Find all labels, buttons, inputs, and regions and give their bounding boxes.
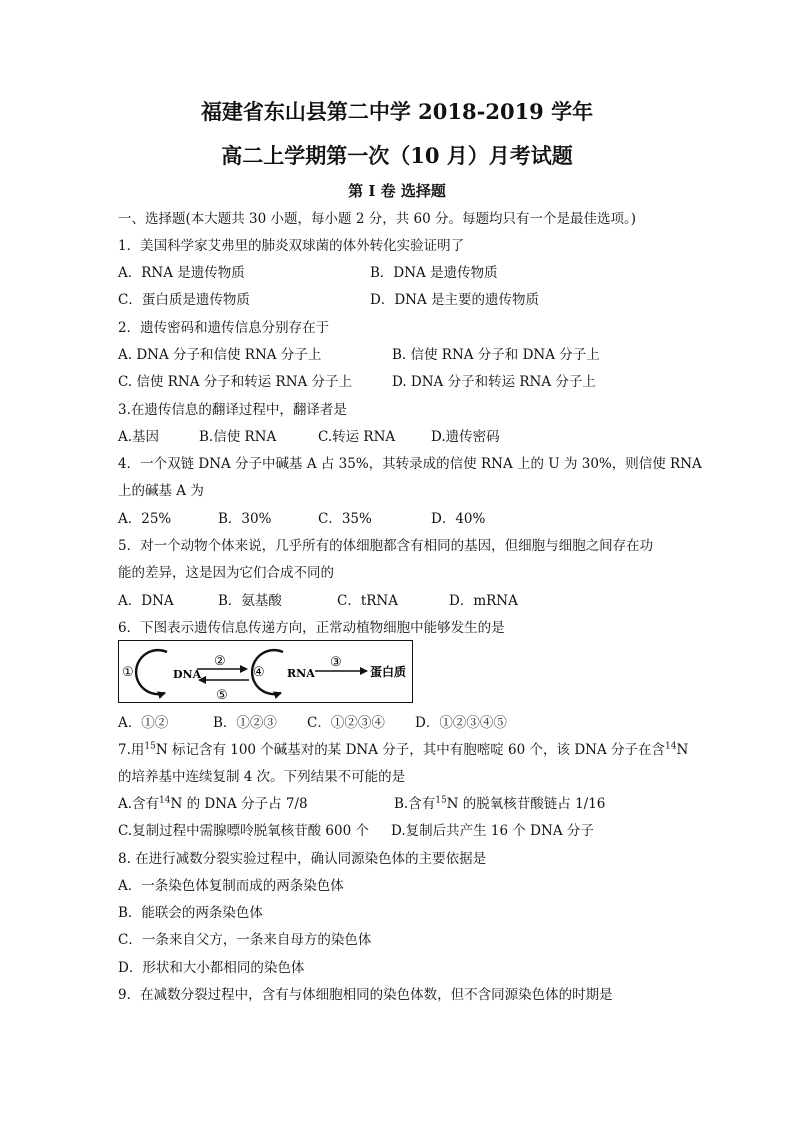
q2-stem: 2．遗传密码和遗传信息分别存在于 (118, 320, 330, 336)
q6-option-d: D．①②③④⑤ (415, 715, 507, 731)
q5-option-d: D．mRNA (449, 593, 518, 609)
q1-stem: 1．美国科学家艾弗里的肺炎双球菌的体外转化实验证明了 (118, 238, 465, 254)
q7-superscript-15: 15 (144, 741, 156, 752)
q8-option-d: D．形状和大小都相同的染色体 (118, 960, 305, 976)
q6-option-a: A．①② (118, 715, 169, 731)
q7-option-d: D.复制后共产生 16 个 DNA 分子 (391, 823, 594, 839)
exam-title-line2: 高二上学期第一次（10 月）月考试题 (221, 143, 573, 168)
q4-stem-line2: 上的碱基 A 为 (118, 483, 204, 499)
section-intro: 一、选择题(本大题共 30 小题，每小题 2 分，共 60 分。每题均只有一个是最佳选项。) (118, 211, 636, 227)
q7-a-superscript: 14 (159, 795, 171, 806)
central-dogma-svg (119, 641, 414, 704)
q7-option-c: C.复制过程中需腺嘌呤脱氧核苷酸 600 个 (118, 823, 369, 839)
q7-a-text: N 的 DNA 分子占 7/8 (170, 796, 308, 812)
q4-option-c: C．35% (318, 511, 372, 527)
q6-option-c: C．①②③④ (307, 715, 385, 731)
q2-option-b: B. 信使 RNA 分子和 DNA 分子上 (392, 347, 600, 363)
q6-stem: 6．下图表示遗传信息传递方向，正常动植物细胞中能够发生的是 (118, 620, 505, 636)
q7-superscript-14: 14 (665, 741, 677, 752)
q1-option-a: A．RNA 是遗传物质 (118, 265, 245, 281)
q7-option-b (394, 792, 605, 812)
q3-option-c: C.转运 RNA (318, 429, 396, 445)
q3-option-b: B.信使 RNA (199, 429, 277, 445)
q7-stem-middle: N 标记含有 100 个碱基对的某 DNA 分子，其中有胞嘧啶 60 个，该 DNA 分子在含 (155, 742, 665, 758)
label-1: ① (122, 665, 134, 680)
q5-option-c: C．tRNA (337, 593, 398, 609)
q4-option-d: D．40% (431, 511, 486, 527)
label-4: ④ (253, 665, 265, 680)
q1-option-d: D．DNA 是主要的遗传物质 (370, 292, 540, 308)
label-protein: 蛋白质 (370, 665, 407, 679)
q2-option-d: D. DNA 分子和转运 RNA 分子上 (392, 374, 596, 390)
q4-option-a: A．25% (118, 511, 172, 527)
q5-option-b: B．氨基酸 (218, 593, 282, 609)
q8-option-a: A．一条染色体复制而成的两条染色体 (118, 878, 344, 894)
q2-option-a: A. DNA 分子和信使 RNA 分子上 (118, 347, 322, 363)
exam-title-line1: 福建省东山县第二中学 2018-2019 学年 (200, 99, 594, 124)
q1-option-c: C．蛋白质是遗传物质 (118, 292, 250, 308)
q7-stem-end: N (676, 742, 689, 758)
q6-option-b: B．①②③ (213, 715, 277, 731)
q7-a-prefix: A.含有 (118, 796, 160, 812)
q5-stem-line1: 5．对一个动物个体来说，几乎所有的体细胞都含有相同的基因，但细胞与细胞之间存在功 (118, 538, 654, 554)
q7-stem-prefix: 7.用 (118, 742, 145, 758)
q4-option-b: B．30% (218, 511, 272, 527)
q7-stem-line1 (118, 738, 688, 758)
q7-stem-line2: 的培养基中连续复制 4 次。下列结果不可能的是 (118, 769, 406, 785)
q3-stem: 3.在遗传信息的翻译过程中，翻译者是 (118, 402, 347, 418)
q5-option-a: A．DNA (118, 593, 174, 609)
label-5: ⑤ (216, 688, 228, 703)
label-3: ③ (330, 655, 342, 670)
label-2: ② (214, 654, 226, 669)
replication-loop-arrow (136, 650, 167, 694)
q2-option-c: C. 信使 RNA 分子和转运 RNA 分子上 (118, 374, 353, 390)
q1-option-b: B．DNA 是遗传物质 (370, 265, 498, 281)
label-rna: RNA (287, 667, 315, 680)
q7-b-superscript: 15 (435, 795, 447, 806)
volume-heading: 第 I 卷 选择题 (348, 182, 446, 200)
q8-option-c: C．一条来自父方，一条来自母方的染色体 (118, 932, 372, 948)
q3-option-a: A.基因 (118, 429, 160, 445)
q5-stem-line2: 能的差异，这是因为它们合成不同的 (118, 565, 334, 581)
q7-b-text: N 的脱氧核苷酸链占 1/16 (446, 796, 606, 812)
label-dna: DNA (173, 668, 202, 681)
q8-option-b: B．能联会的两条染色体 (118, 905, 263, 921)
q7-option-a (118, 792, 308, 812)
central-dogma-diagram (118, 640, 413, 703)
q9-stem: 9．在减数分裂过程中，含有与体细胞相同的染色体数，但不含同源染色体的时期是 (118, 987, 613, 1003)
q8-stem: 8. 在进行减数分裂实验过程中，确认同源染色体的主要依据是 (118, 851, 487, 867)
q4-stem-line1: 4．一个双链 DNA 分子中碱基 A 占 35%，其转录成的信使 RNA 上的 U 为 30%，则信使 RNA (118, 456, 702, 472)
q7-b-prefix: B.含有 (394, 796, 436, 812)
q3-option-d: D.遗传密码 (431, 429, 500, 445)
